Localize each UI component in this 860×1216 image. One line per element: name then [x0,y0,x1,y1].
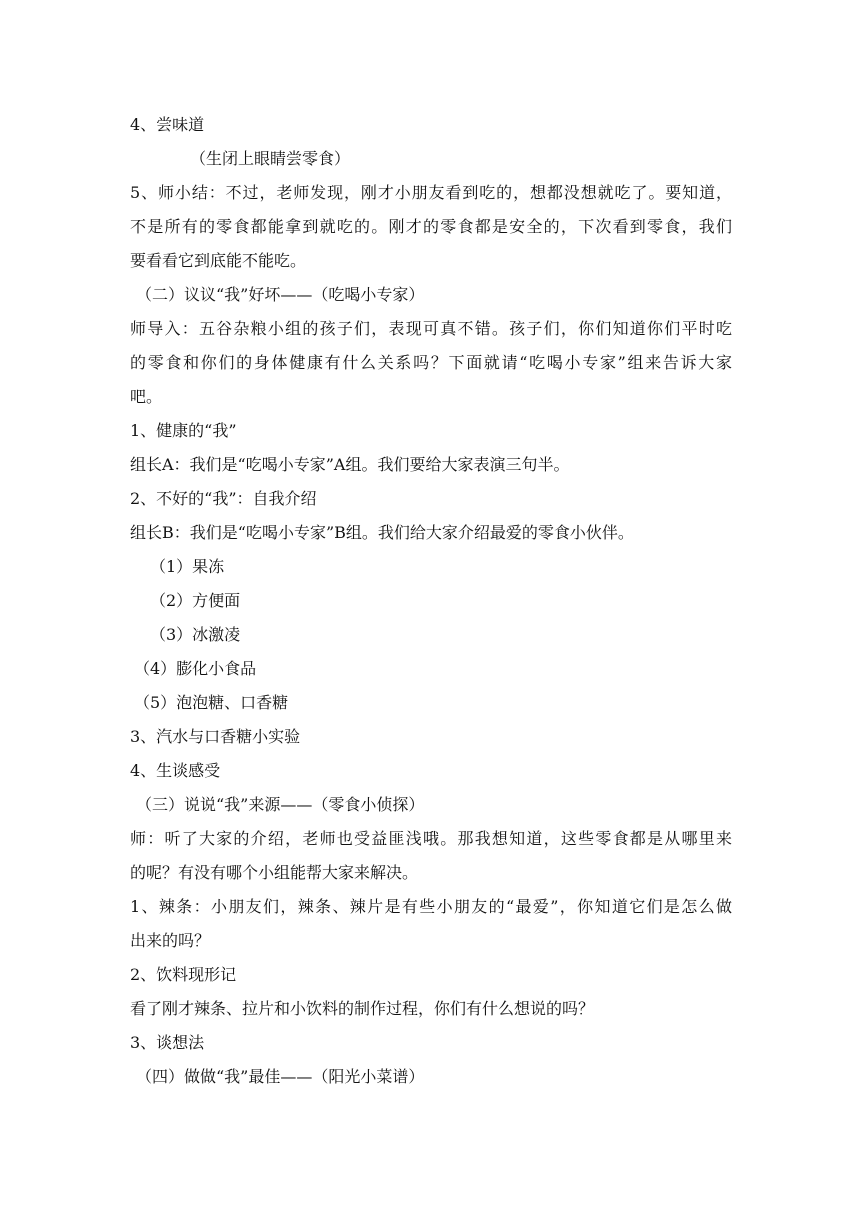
step-heading: 3、谈想法 [130,1033,205,1052]
step-heading: 2、饮料现形记 [130,965,237,984]
list-item: （3）冰激凌 [150,625,241,644]
paragraph-line: 师：听了大家的介绍，老师也受益匪浅哦。那我想知道，这些零食都是从哪里来 [130,829,732,848]
paragraph-line: 吧。 [130,387,163,406]
step-heading: 1、健康的“我” [130,421,237,440]
document-body [130,108,732,1094]
list-item: （5）泡泡糖、口香糖 [134,693,289,712]
step-heading: 4、生谈感受 [130,761,221,780]
paragraph-line: 不是所有的零食都能拿到就吃的。刚才的零食都是安全的，下次看到零食，我们 [130,217,732,236]
list-item: （1）果冻 [150,557,225,576]
stage-direction: （生闭上眼睛尝零食） [190,149,351,168]
step-heading: 3、汽水与口香糖小实验 [130,727,301,746]
paragraph-line: 的呢？有没有哪个小组能帮大家来解决。 [130,863,419,882]
step-heading: 4、尝味道 [130,115,205,134]
paragraph-line: 1、辣条：小朋友们，辣条、辣片是有些小朋友的“最爱”，你知道它们是怎么做 [130,897,732,916]
paragraph-line: 组长A：我们是“吃喝小专家”A组。我们要给大家表演三句半。 [130,455,570,474]
step-heading: 2、不好的“我”：自我介绍 [130,489,317,508]
paragraph-line: 要看看它到底能不能吃。 [130,251,307,270]
section-heading: （四）做做“我”最佳——（阳光小菜谱） [136,1067,425,1086]
paragraph-line: 看了刚才辣条、拉片和小饮料的制作过程，你们有什么想说的吗？ [130,999,595,1018]
paragraph-line: 的零食和你们的身体健康有什么关系吗？下面就请“吃喝小专家”组来告诉大家 [130,353,732,372]
list-item: （2）方便面 [150,591,241,610]
section-heading: （三）说说“我”来源——（零食小侦探） [136,795,425,814]
paragraph-line: 组长B：我们是“吃喝小专家”B组。我们给大家介绍最爱的零食小伙伴。 [130,523,634,542]
paragraph-line: 出来的吗？ [130,931,211,950]
list-item: （4）膨化小食品 [134,659,257,678]
paragraph-line: 5、师小结：不过，老师发现，刚才小朋友看到吃的，想都没想就吃了。要知道， [130,183,732,202]
paragraph-line: 师导入：五谷杂粮小组的孩子们，表现可真不错。孩子们，你们知道你们平时吃 [130,319,732,338]
section-heading: （二）议议“我”好坏——（吃喝小专家） [136,285,425,304]
